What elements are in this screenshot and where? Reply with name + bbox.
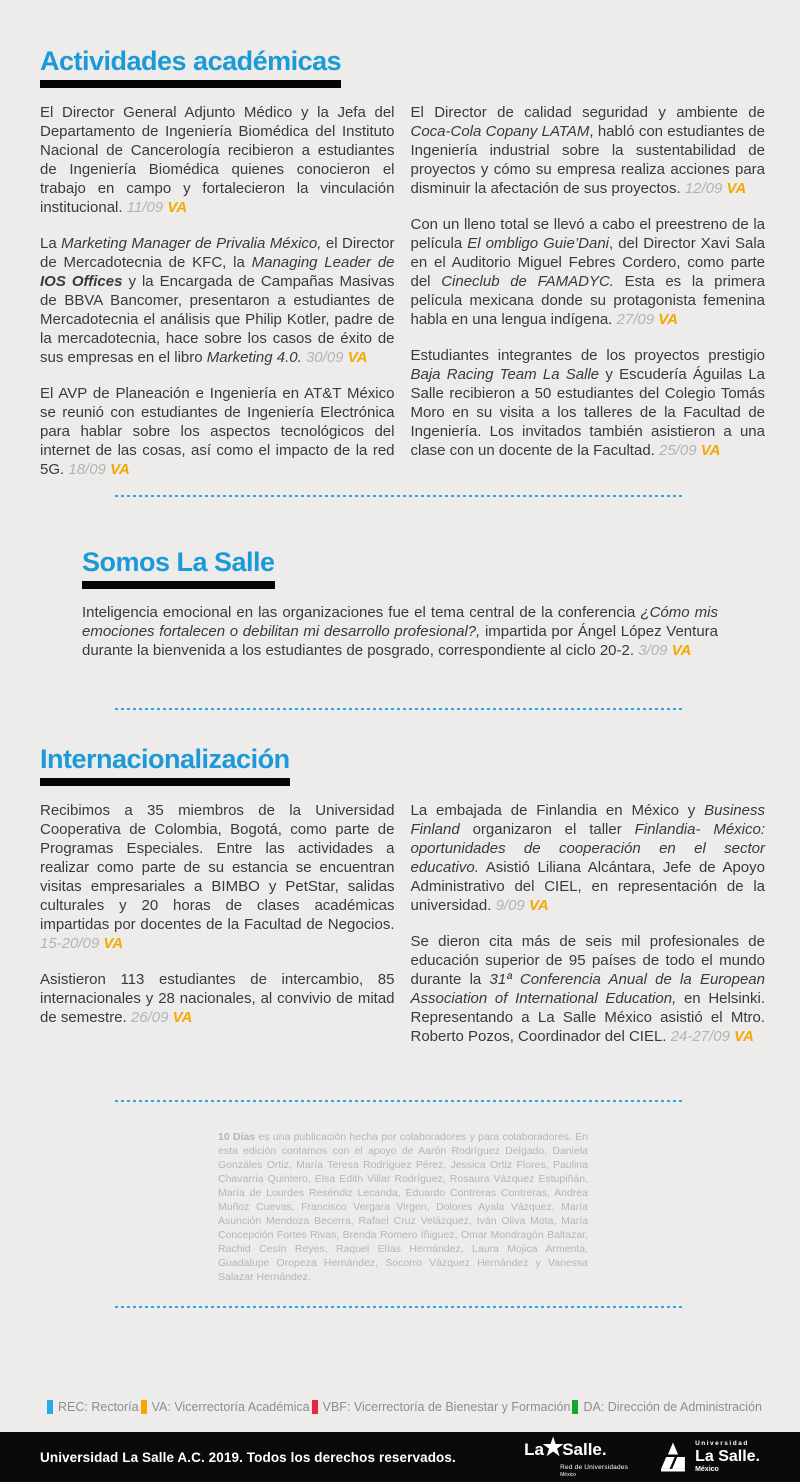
legend-bar xyxy=(0,1400,800,1414)
footer-bar xyxy=(0,1432,800,1482)
section-actividades-academicas xyxy=(0,0,800,479)
section-internacionalizacion xyxy=(0,746,800,1046)
footer-logos xyxy=(524,1432,760,1478)
title-underline xyxy=(40,778,290,786)
title-underline xyxy=(82,581,275,589)
news-paragraph: Asistieron 113 estudiantes de intercambio, 85 internacionales y 28 nacionales, al convivio de mitad de semestre. 26/09 VA xyxy=(40,971,395,1026)
news-paragraph: Con un lleno total se llevó a cabo el preestreno de la película El ombligo Guie’Dani, del Director Xavi Sala en el Auditorio Miguel Febres Cordero, como parte del Cineclub de FAMADYC. Esta es la primera película mexicana donde su protagonista femenina habla en una lengua indígena. 27/09 VA xyxy=(410,216,766,328)
section-somos-la-salle xyxy=(0,549,800,660)
title-underline xyxy=(40,80,341,88)
dotted-divider xyxy=(115,1100,685,1102)
star-icon: ★ xyxy=(540,1432,566,1462)
legend-label: VBF: Vicerrectoría de Bienestar y Formación xyxy=(322,1400,571,1414)
lasalle-mexico-wordmark xyxy=(695,1441,760,1473)
logo-text-salle: Salle. xyxy=(562,1440,607,1459)
credits-paragraph: 10 Días es una publicación hecha por colaboradores y para colaboradores. En esta edición contamos con el apoyo de Aarón Rodríguez Delgado, Daniela Gonzáles Ortiz, María Teresa Rodríguez Pérez, Jessica Ortiz Flores, Paulina Chavarria Quintero, Elsa Edith Villar Rodríguez, Rosaura Vázquez Estupiñán, María de Lourdes Reséndiz Lecanda, Eduardo Contreras Contreras, Andrea Muñoz Cuevas, Francisco Vergara Virgen, Dolores Ayala Vázquez, María Asunción Mendoza Becerra, Rafael Cruz Velázquez, Iván Oliva Mota, María Concepción Fortes Rivas, Brenda Romero Íñiguez, Omar Mondragón Baltazar, Rachid Cesín Reyes, Raquel Elías Hernández, Laura Mojica Armenta, Guadalupe Oropeza Hernández, Socorro Vázquez Hernández y Vanessa Salazar Hernández. xyxy=(218,1131,588,1283)
news-paragraph: Recibimos a 35 miembros de la Universidad Cooperativa de Colombia, Bogotá, como parte de Programas Especiales. Entre las actividades a realizar como parte de su estancia se encuentran visitas empresariales a BIMBO y PetStar, salidas culturales y 20 horas de clases académicas impartidas por docentes de la Facultad de Negocios. 15-20/09 VA xyxy=(40,802,395,952)
dotted-divider xyxy=(115,1306,685,1308)
news-paragraph: Se dieron cita más de seis mil profesionales de educación superior de 95 países de todo el mundo durante la 31ª Conferencia Anual de la European Association of International Education, en Helsinki. Representando a La Salle México asistió el Mtro. Roberto Pozos, Coordinador del CIEL. 24-27/09 VA xyxy=(410,933,766,1045)
lasalle-network-wordmark xyxy=(524,1432,628,1463)
legend-label: DA: Dirección de Administración xyxy=(583,1400,762,1414)
dotted-divider xyxy=(115,708,685,710)
news-paragraph: La embajada de Finlandia en México y Business Finland organizaron el taller Finlandia- México: oportunidades de cooperación en el sector educativo. Asistió Liliana Alcántara, Jefe de Apoyo Administrativo del CIEL, en representación de la universidad. 9/09 VA xyxy=(410,802,766,914)
legend-item-va xyxy=(141,1400,310,1414)
section-title-somos: Somos La Salle xyxy=(82,547,275,577)
logo-subtitle: Red de Universidades xyxy=(560,1464,629,1471)
logo-text-universidad: Universidad xyxy=(695,1440,749,1448)
section-title-internacionalizacion: Internacionalización xyxy=(40,744,290,774)
rec-color-swatch xyxy=(47,1400,53,1414)
section-title-block xyxy=(82,549,275,589)
legend-item-da xyxy=(572,1400,762,1414)
legend-item-vbf xyxy=(312,1400,571,1414)
internacionalizacion-columns xyxy=(40,801,765,1046)
logo-text-mexico: México xyxy=(695,1465,719,1473)
lasalle-mexico-logo xyxy=(656,1440,760,1474)
lasalle-network-logo xyxy=(524,1432,629,1478)
va-color-swatch xyxy=(141,1400,147,1414)
da-color-swatch xyxy=(572,1400,578,1414)
logo-text-la: La xyxy=(524,1440,544,1459)
actividades-right-column xyxy=(411,103,766,479)
legend-label: REC: Rectoría xyxy=(58,1400,139,1414)
legend-item-rec xyxy=(47,1400,139,1414)
section-title-actividades: Actividades académicas xyxy=(40,46,342,76)
actividades-columns xyxy=(40,103,765,479)
news-paragraph: El Director de calidad seguridad y ambiente de Coca-Cola Copany LATAM, habló con estudiantes de Ingeniería industrial sobre la sustentabilidad de proyectos y cómo su empresa realiza acciones para disminuir la afectación de sus proyectos. 12/09 VA xyxy=(410,104,765,197)
dotted-divider xyxy=(115,495,685,497)
lasalle-mexico-emblem xyxy=(656,1440,690,1474)
somos-body xyxy=(82,603,718,660)
actividades-left-column xyxy=(40,103,395,479)
section-title-block xyxy=(40,746,290,786)
legend-label: VA: Vicerrectoría Académica xyxy=(151,1400,310,1414)
logo-region: México xyxy=(560,1472,576,1478)
vbf-color-swatch xyxy=(312,1400,318,1414)
news-paragraph: El Director General Adjunto Médico y la Jefa del Departamento de Ingeniería Biomédica del Instituto Nacional de Cancerología recibieron a estudiantes de Ingeniería Biomédica quienes conocieron el trabajo en campo y fortalecieron la vinculación institucional. 11/09 VA xyxy=(40,104,395,216)
copyright-text: Universidad La Salle A.C. 2019. Todos los derechos reservados. xyxy=(40,1449,456,1465)
news-paragraph: Estudiantes integrantes de los proyectos prestigio Baja Racing Team La Salle y Escudería Águilas La Salle recibieron a 50 estudiantes del Colegio Tomás Moro en su visita a los talleres de la Facultad de Ingeniería. Los invitados también asistieron a una clase con un docente de la Facultad. 25/09 VA xyxy=(410,347,766,459)
logo-text-lasalle: La Salle. xyxy=(695,1447,760,1465)
news-paragraph: El AVP de Planeación e Ingeniería en AT&T México se reunió con estudiantes de Ingeniería Electrónica para hablar sobre los aspectos tecnológicos del internet de las cosas, así como el impacto de la red 5G. 18/09 VA xyxy=(40,385,395,478)
internacionalizacion-left-column xyxy=(40,801,395,1046)
news-paragraph: Inteligencia emocional en las organizaciones fue el tema central de la conferencia ¿Cómo mis emociones fortalecen o debilitan mi desarrollo profesional?, impartida por Ángel López Ventura durante la bienvenida a los estudiantes de posgrado, correspondiente al ciclo 20-2. 3/09 VA xyxy=(82,604,718,659)
section-title-block xyxy=(40,48,341,88)
internacionalizacion-right-column xyxy=(411,801,766,1046)
news-paragraph: La Marketing Manager de Privalia México, el Director de Mercadotecnia de KFC, la Managing Leader de IOS Offices y la Encargada de Campañas Masivas de BBVA Bancomer, presentaron a estudiantes de Mercadotecnia el análisis que Philip Kotler, padre de la mercadotecnia, hace sobre los casos de éxito de sus empresas en el libro Marketing 4.0. 30/09 VA xyxy=(40,235,395,366)
